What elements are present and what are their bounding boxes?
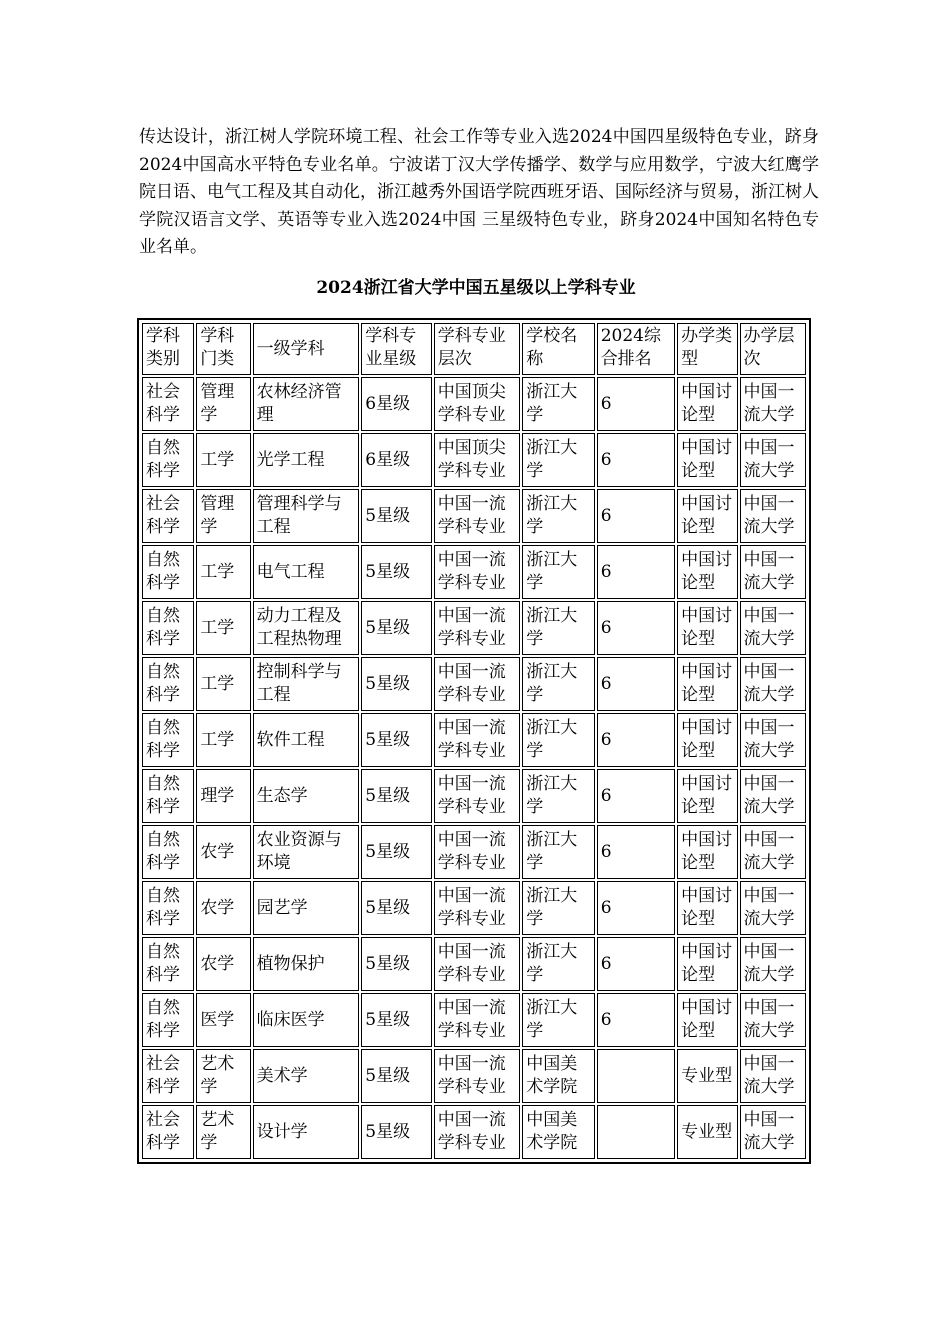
table-cell: 5星级 [361, 937, 431, 991]
table-cell: 浙江大学 [522, 601, 594, 655]
table-cell: 美术学 [253, 1049, 360, 1103]
table-cell: 中国一流学科专业 [434, 489, 521, 543]
table-body [142, 377, 806, 1159]
table-cell: 5星级 [361, 489, 431, 543]
table-cell: 自然科学 [142, 881, 194, 935]
table-row [142, 377, 806, 431]
table-cell: 管理学 [196, 377, 250, 431]
table-cell: 浙江大学 [522, 545, 594, 599]
table-cell: 5星级 [361, 1105, 431, 1159]
table-row [142, 713, 806, 767]
table-cell: 管理学 [196, 489, 250, 543]
table-cell: 中国讨论型 [677, 657, 737, 711]
table-cell: 5星级 [361, 545, 431, 599]
table-cell: 浙江大学 [522, 713, 594, 767]
table-cell: 浙江大学 [522, 377, 594, 431]
table-cell: 艺术学 [196, 1105, 250, 1159]
table-cell: 浙江大学 [522, 433, 594, 487]
table-cell: 浙江大学 [522, 937, 594, 991]
table-cell: 农学 [196, 825, 250, 879]
table-cell: 自然科学 [142, 769, 194, 823]
table-cell [597, 1049, 675, 1103]
table-cell: 中国一流学科专业 [434, 1105, 521, 1159]
table-cell: 浙江大学 [522, 769, 594, 823]
table-cell: 临床医学 [253, 993, 360, 1047]
table-cell: 5星级 [361, 713, 431, 767]
table-cell: 浙江大学 [522, 881, 594, 935]
table-cell: 中国一流大学 [740, 937, 806, 991]
table-cell: 中国一流大学 [740, 769, 806, 823]
table-row [142, 1049, 806, 1103]
table-cell: 农学 [196, 937, 250, 991]
table-cell: 工学 [196, 601, 250, 655]
table-cell: 工学 [196, 433, 250, 487]
table-cell: 6 [597, 433, 675, 487]
table-cell: 社会科学 [142, 377, 194, 431]
column-header: 学科专业层次 [434, 323, 521, 375]
table-cell: 自然科学 [142, 993, 194, 1047]
table-cell: 自然科学 [142, 657, 194, 711]
table-cell: 园艺学 [253, 881, 360, 935]
column-header: 学科门类 [196, 323, 250, 375]
table-row [142, 937, 806, 991]
table-cell: 浙江大学 [522, 489, 594, 543]
table-cell: 5星级 [361, 881, 431, 935]
table-cell: 6 [597, 937, 675, 991]
column-header: 办学层次 [740, 323, 806, 375]
table-cell: 5星级 [361, 769, 431, 823]
intro-paragraph: 传达设计，浙江树人学院环境工程、社会工作等专业入选2024中国四星级特色专业，跻身2024中国高水平特色专业名单。宁波诺丁汉大学传播学、数学与应用数学，宁波大红鹰学院日语、电气工程及其自动化，浙江越秀外国语学院西班牙语、国际经济与贸易，浙江树人学院汉语言文学、英语等专业入选2024中国 三星级特色专业，跻身2024中国知名特色专业名单。 [139, 127, 819, 258]
table-cell: 中国一流学科专业 [434, 769, 521, 823]
table-cell: 软件工程 [253, 713, 360, 767]
table-cell: 6 [597, 881, 675, 935]
table-cell: 中国一流学科专业 [434, 881, 521, 935]
table-cell: 中国讨论型 [677, 825, 737, 879]
table-cell: 中国讨论型 [677, 601, 737, 655]
table-cell: 中国一流大学 [740, 993, 806, 1047]
table-cell: 专业型 [677, 1049, 737, 1103]
table-cell: 中国一流大学 [740, 713, 806, 767]
table-row [142, 601, 806, 655]
table-cell: 中国美术学院 [522, 1049, 594, 1103]
table-cell: 6 [597, 489, 675, 543]
table-cell: 中国美术学院 [522, 1105, 594, 1159]
table-cell: 浙江大学 [522, 657, 594, 711]
ranking-table [140, 321, 808, 1161]
table-cell: 中国一流大学 [740, 1049, 806, 1103]
table-cell: 中国一流大学 [740, 601, 806, 655]
table-cell: 理学 [196, 769, 250, 823]
table-cell: 中国讨论型 [677, 377, 737, 431]
table-cell: 中国一流学科专业 [434, 1049, 521, 1103]
table-cell: 5星级 [361, 601, 431, 655]
table-cell [597, 1105, 675, 1159]
table-cell: 中国顶尖学科专业 [434, 377, 521, 431]
column-header: 学科专业星级 [361, 323, 431, 375]
table-cell: 自然科学 [142, 937, 194, 991]
table-cell: 专业型 [677, 1105, 737, 1159]
table-cell: 植物保护 [253, 937, 360, 991]
table-cell: 6 [597, 657, 675, 711]
column-header: 学科类别 [142, 323, 194, 375]
column-header: 2024综合排名 [597, 323, 675, 375]
table-cell: 6 [597, 545, 675, 599]
table-cell: 6 [597, 769, 675, 823]
table-cell: 中国一流学科专业 [434, 937, 521, 991]
table-cell: 中国讨论型 [677, 881, 737, 935]
table-cell: 自然科学 [142, 545, 194, 599]
table-cell: 5星级 [361, 657, 431, 711]
table-cell: 6星级 [361, 377, 431, 431]
table-cell: 中国一流学科专业 [434, 601, 521, 655]
column-header: 一级学科 [253, 323, 360, 375]
table-row [142, 769, 806, 823]
table-row [142, 993, 806, 1047]
table-cell: 中国讨论型 [677, 713, 737, 767]
table-cell: 农业资源与环境 [253, 825, 360, 879]
table-cell: 中国讨论型 [677, 769, 737, 823]
table-cell: 中国顶尖学科专业 [434, 433, 521, 487]
table-cell: 中国一流学科专业 [434, 825, 521, 879]
table-cell: 工学 [196, 545, 250, 599]
table-cell: 5星级 [361, 993, 431, 1047]
table-cell: 中国一流大学 [740, 433, 806, 487]
table-header-row [142, 323, 806, 375]
table-cell: 中国一流大学 [740, 489, 806, 543]
table-cell: 中国讨论型 [677, 937, 737, 991]
table-cell: 6 [597, 601, 675, 655]
table-cell: 6 [597, 713, 675, 767]
table-cell: 中国一流大学 [740, 377, 806, 431]
table-row [142, 657, 806, 711]
table-cell: 6 [597, 993, 675, 1047]
table-row [142, 489, 806, 543]
table-cell: 中国讨论型 [677, 993, 737, 1047]
table-cell: 社会科学 [142, 1105, 194, 1159]
table-cell: 自然科学 [142, 825, 194, 879]
table-cell: 中国一流大学 [740, 545, 806, 599]
table-cell: 5星级 [361, 1049, 431, 1103]
table-cell: 动力工程及工程热物理 [253, 601, 360, 655]
table-cell: 6 [597, 377, 675, 431]
table-cell: 自然科学 [142, 601, 194, 655]
table-cell: 电气工程 [253, 545, 360, 599]
table-cell: 中国讨论型 [677, 489, 737, 543]
table-cell: 中国一流大学 [740, 1105, 806, 1159]
table-cell: 生态学 [253, 769, 360, 823]
table-cell: 工学 [196, 713, 250, 767]
table-row [142, 433, 806, 487]
table-cell: 中国讨论型 [677, 433, 737, 487]
table-cell: 浙江大学 [522, 825, 594, 879]
table-row [142, 825, 806, 879]
table-cell: 5星级 [361, 825, 431, 879]
table-cell: 6 [597, 825, 675, 879]
table-row [142, 1105, 806, 1159]
table-cell: 自然科学 [142, 433, 194, 487]
table-cell: 中国一流学科专业 [434, 657, 521, 711]
table-cell: 中国讨论型 [677, 545, 737, 599]
table-cell: 光学工程 [253, 433, 360, 487]
table-cell: 社会科学 [142, 489, 194, 543]
table-cell: 自然科学 [142, 713, 194, 767]
table-cell: 中国一流大学 [740, 825, 806, 879]
ranking-table-frame [137, 318, 811, 1164]
table-cell: 6星级 [361, 433, 431, 487]
table-row [142, 881, 806, 935]
table-cell: 中国一流大学 [740, 881, 806, 935]
table-title: 2024浙江省大学中国五星级以上学科专业 [316, 278, 636, 298]
table-cell: 艺术学 [196, 1049, 250, 1103]
table-cell: 工学 [196, 657, 250, 711]
table-cell: 浙江大学 [522, 993, 594, 1047]
table-cell: 农学 [196, 881, 250, 935]
table-cell: 中国一流学科专业 [434, 545, 521, 599]
table-cell: 中国一流学科专业 [434, 713, 521, 767]
column-header: 办学类型 [677, 323, 737, 375]
table-cell: 控制科学与工程 [253, 657, 360, 711]
table-row [142, 545, 806, 599]
column-header: 学校名称 [522, 323, 594, 375]
table-cell: 社会科学 [142, 1049, 194, 1103]
table-cell: 中国一流大学 [740, 657, 806, 711]
table-cell: 管理科学与工程 [253, 489, 360, 543]
table-cell: 中国一流学科专业 [434, 993, 521, 1047]
table-cell: 医学 [196, 993, 250, 1047]
table-cell: 设计学 [253, 1105, 360, 1159]
table-cell: 农林经济管理 [253, 377, 360, 431]
